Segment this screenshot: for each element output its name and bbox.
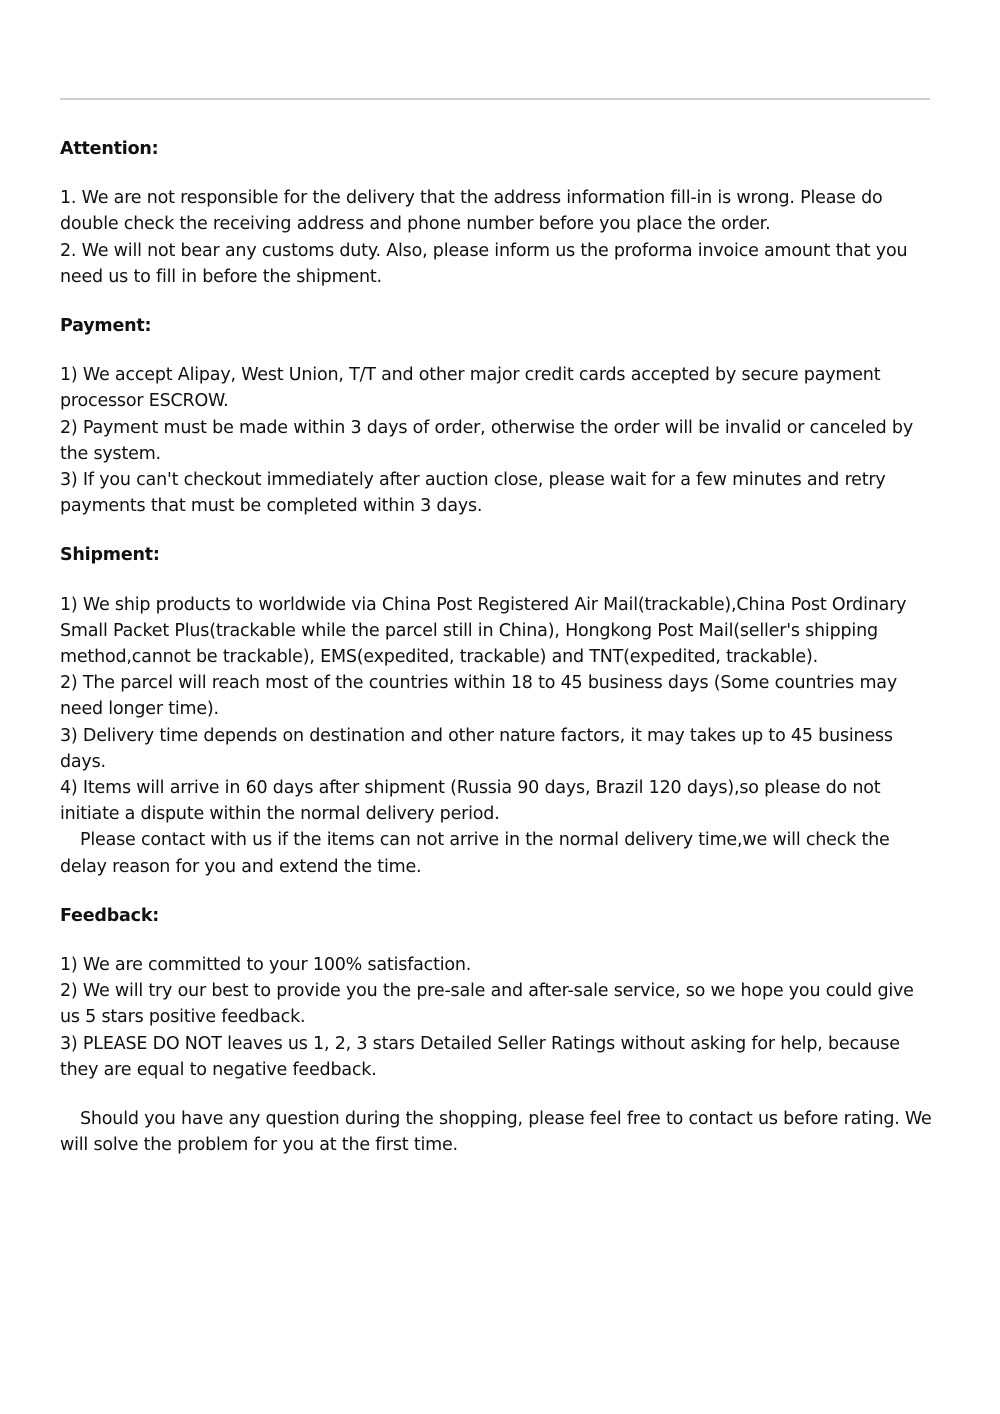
attention-item-1: 1. We are not responsible for the delivery that the address information fill-in is wrong. Please do double check the receiving address and phone number before you place the order. bbox=[60, 188, 883, 235]
shipment-item-4: 4) Items will arrive in 60 days after shipment (Russia 90 days, Brazil 120 days),so please do not initiate a dispute within the normal delivery period. bbox=[60, 778, 881, 825]
feedback-item-3: 3) PLEASE DO NOT leaves us 1, 2, 3 stars Detailed Seller Ratings without asking for help, because they are equal to negative feedback. bbox=[60, 1033, 900, 1080]
shipment-heading: Shipment: bbox=[60, 545, 160, 566]
payment-item-2: 2) Payment must be made within 3 days of order, otherwise the order will be invalid or canceled by the system. bbox=[60, 417, 913, 464]
top-divider bbox=[60, 98, 930, 100]
feedback-section bbox=[60, 903, 935, 1083]
payment-item-3: 3) If you can't checkout immediately after auction close, please wait for a few minutes and retry payments that must be completed within 3 days. bbox=[60, 470, 886, 517]
payment-heading: Payment: bbox=[60, 316, 152, 337]
payment-item-1: 1) We accept Alipay, West Union, T/T and other major credit cards accepted by secure payment processor ESCROW. bbox=[60, 365, 881, 412]
payment-section bbox=[60, 313, 935, 519]
shipment-item-2: 2) The parcel will reach most of the countries within 18 to 45 business days (Some countries may need longer time). bbox=[60, 673, 897, 720]
shipment-item-1: 1) We ship products to worldwide via China Post Registered Air Mail(trackable),China Post Ordinary Small Packet Plus(trackable while the parcel still in China), Hongkong Post Mail(seller's shipping method,cannot be trackable), EMS(expedited, trackable) and TNT(expedited, trackable). bbox=[60, 594, 907, 668]
shipment-section bbox=[60, 542, 935, 879]
policy-document bbox=[60, 136, 935, 1159]
closing-paragraph: Should you have any question during the shopping, please feel free to contact us before rating. We will solve the problem for you at the first time. bbox=[60, 1109, 932, 1156]
feedback-heading: Feedback: bbox=[60, 905, 160, 926]
attention-item-2: 2. We will not bear any customs duty. Also, please inform us the proforma invoice amount that you need us to fill in before the shipment. bbox=[60, 240, 908, 287]
attention-section bbox=[60, 136, 935, 290]
feedback-item-2: 2) We will try our best to provide you the pre-sale and after-sale service, so we hope you could give us 5 stars positive feedback. bbox=[60, 981, 914, 1028]
shipment-note: Please contact with us if the items can not arrive in the normal delivery time,we will check the delay reason for you and extend the time. bbox=[60, 830, 890, 877]
attention-heading: Attention: bbox=[60, 139, 159, 159]
feedback-item-1: 1) We are committed to your 100% satisfaction. bbox=[60, 955, 472, 976]
shipment-item-3: 3) Delivery time depends on destination and other nature factors, it may takes up to 45 business days. bbox=[60, 725, 893, 772]
